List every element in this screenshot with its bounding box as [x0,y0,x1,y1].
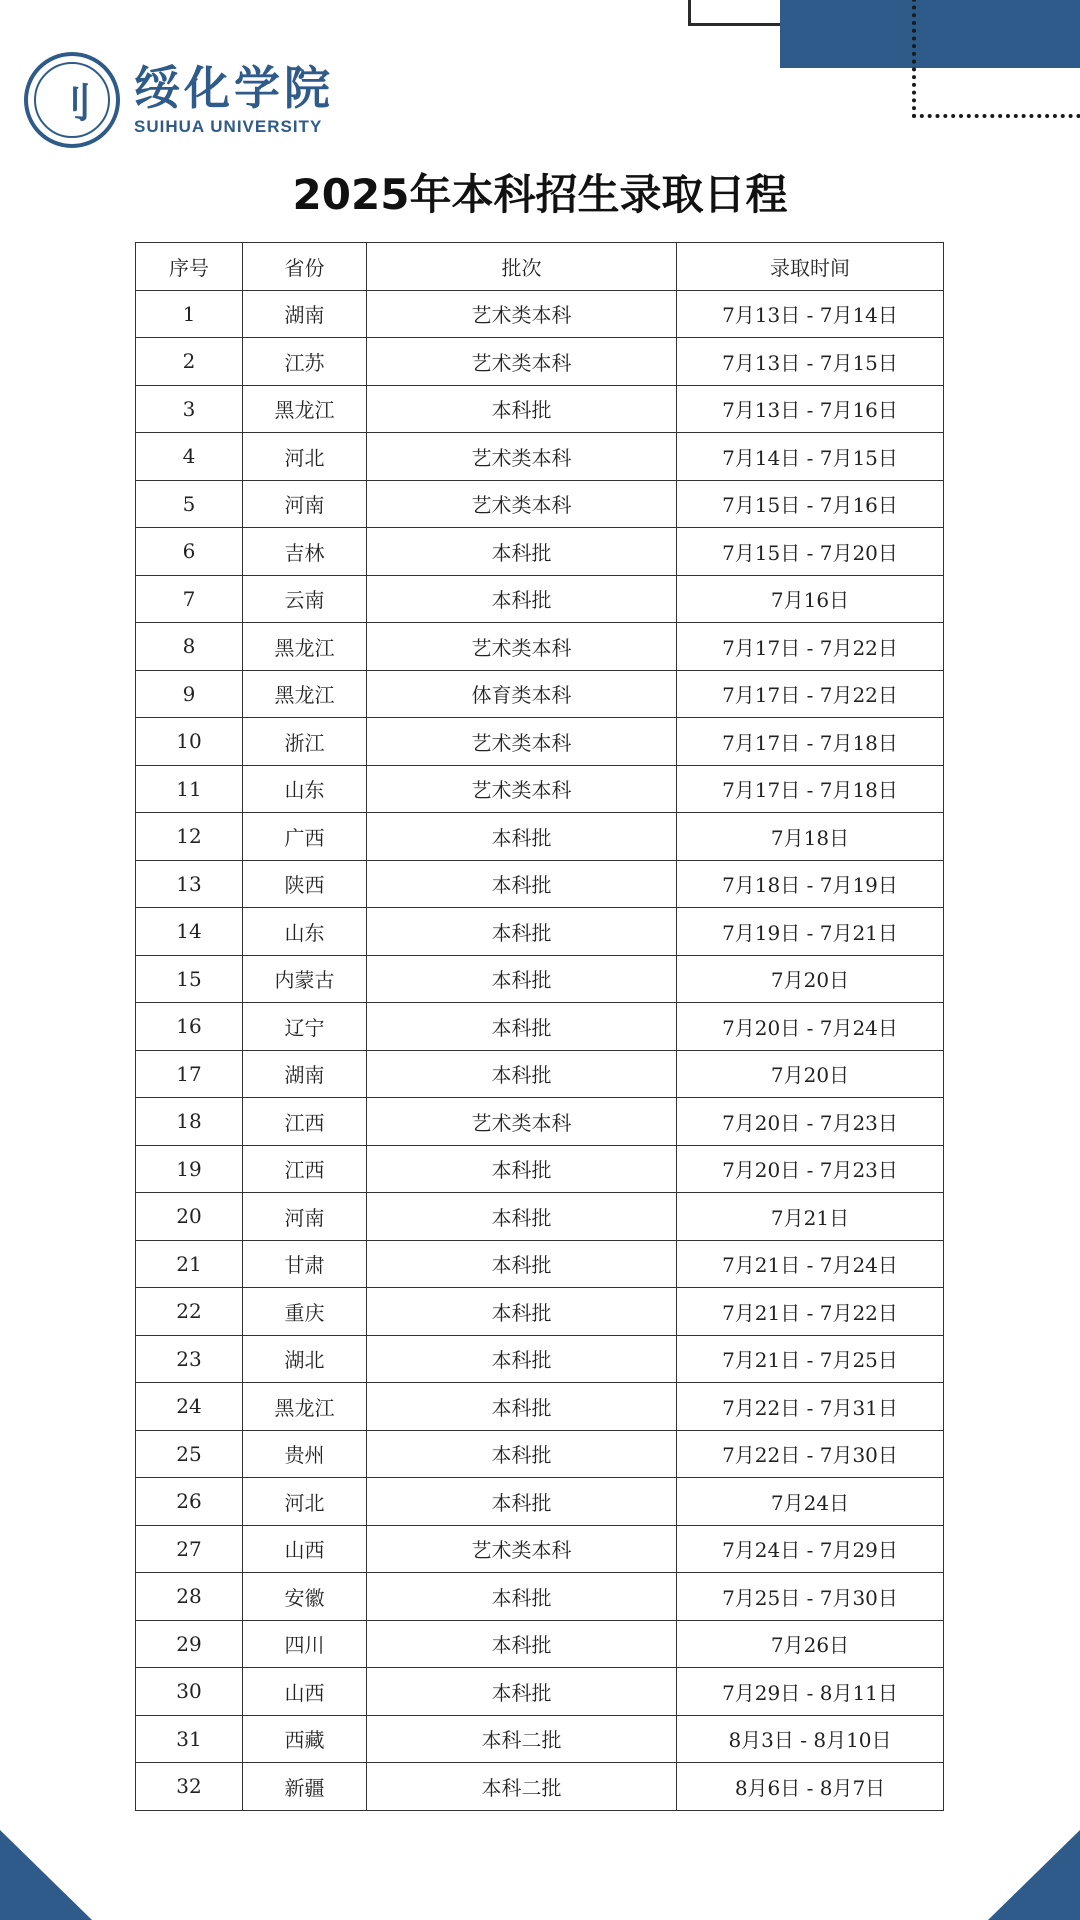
cell-admission-time: 7月17日 - 7月18日 [677,718,944,766]
table-row [136,575,944,623]
cell-index: 9 [136,670,243,718]
cell-province: 吉林 [243,528,367,576]
cell-province: 江西 [243,1145,367,1193]
cell-batch: 本科批 [367,1050,677,1098]
cell-batch: 艺术类本科 [367,1525,677,1573]
cell-admission-time: 7月16日 [677,575,944,623]
cell-batch: 本科批 [367,528,677,576]
cell-batch: 本科批 [367,860,677,908]
cell-batch: 本科批 [367,1288,677,1336]
cell-province: 湖南 [243,290,367,338]
table-row [136,1335,944,1383]
cell-admission-time: 7月20日 [677,1050,944,1098]
cell-admission-time: 7月20日 - 7月23日 [677,1098,944,1146]
cell-batch: 本科批 [367,1003,677,1051]
university-seal-icon [24,52,120,148]
table-row [136,1668,944,1716]
decorative-corner-bottom-right [988,1830,1080,1920]
cell-batch: 本科批 [367,1668,677,1716]
cell-admission-time: 7月21日 - 7月24日 [677,1240,944,1288]
table-row [136,480,944,528]
cell-index: 17 [136,1050,243,1098]
decorative-dotted-frame [912,0,1080,118]
cell-batch: 本科批 [367,1430,677,1478]
cell-admission-time: 7月13日 - 7月14日 [677,290,944,338]
cell-batch: 艺术类本科 [367,290,677,338]
cell-batch: 艺术类本科 [367,480,677,528]
cell-batch: 体育类本科 [367,670,677,718]
cell-index: 24 [136,1383,243,1431]
cell-index: 27 [136,1525,243,1573]
cell-batch: 艺术类本科 [367,718,677,766]
cell-province: 云南 [243,575,367,623]
table-row [136,813,944,861]
cell-index: 30 [136,1668,243,1716]
cell-index: 26 [136,1478,243,1526]
cell-batch: 本科二批 [367,1763,677,1811]
cell-batch: 本科批 [367,385,677,433]
university-name-cn: 绥化学院 [134,60,334,115]
table-row [136,1573,944,1621]
cell-index: 14 [136,908,243,956]
cell-index: 20 [136,1193,243,1241]
cell-index: 31 [136,1715,243,1763]
table-row [136,1193,944,1241]
header-admission-time: 录取时间 [677,243,944,291]
cell-index: 11 [136,765,243,813]
cell-index: 16 [136,1003,243,1051]
cell-index: 18 [136,1098,243,1146]
table-row [136,528,944,576]
table-row [136,290,944,338]
cell-admission-time: 7月24日 [677,1478,944,1526]
cell-province: 陕西 [243,860,367,908]
header-batch: 批次 [367,243,677,291]
cell-province: 山西 [243,1525,367,1573]
admission-schedule-table [135,242,944,1811]
table-row [136,1145,944,1193]
cell-admission-time: 7月20日 - 7月23日 [677,1145,944,1193]
cell-index: 1 [136,290,243,338]
cell-index: 5 [136,480,243,528]
cell-index: 10 [136,718,243,766]
cell-admission-time: 7月22日 - 7月31日 [677,1383,944,1431]
cell-batch: 本科批 [367,1478,677,1526]
cell-province: 内蒙古 [243,955,367,1003]
cell-admission-time: 7月25日 - 7月30日 [677,1573,944,1621]
table-row [136,433,944,481]
cell-province: 重庆 [243,1288,367,1336]
cell-province: 甘肃 [243,1240,367,1288]
table-row [136,670,944,718]
cell-batch: 本科批 [367,1620,677,1668]
cell-index: 4 [136,433,243,481]
table-row [136,908,944,956]
table-body [136,290,944,1810]
table-row [136,718,944,766]
cell-index: 15 [136,955,243,1003]
cell-admission-time: 8月6日 - 8月7日 [677,1763,944,1811]
cell-index: 28 [136,1573,243,1621]
cell-index: 6 [136,528,243,576]
cell-batch: 本科批 [367,1573,677,1621]
cell-admission-time: 7月20日 - 7月24日 [677,1003,944,1051]
page-title: 2025年本科招生录取日程 [292,170,788,219]
cell-index: 23 [136,1335,243,1383]
cell-batch: 本科批 [367,955,677,1003]
cell-admission-time: 7月17日 - 7月18日 [677,765,944,813]
table-row [136,765,944,813]
cell-province: 广西 [243,813,367,861]
cell-index: 12 [136,813,243,861]
table-row [136,955,944,1003]
cell-admission-time: 8月3日 - 8月10日 [677,1715,944,1763]
cell-province: 黑龙江 [243,385,367,433]
table-row [136,1003,944,1051]
cell-province: 山东 [243,908,367,956]
cell-province: 江苏 [243,338,367,386]
cell-index: 25 [136,1430,243,1478]
cell-batch: 本科批 [367,908,677,956]
cell-admission-time: 7月17日 - 7月22日 [677,623,944,671]
cell-batch: 艺术类本科 [367,765,677,813]
university-logo [24,52,334,148]
cell-province: 辽宁 [243,1003,367,1051]
seal-mark: 刂 [52,79,92,127]
table-row [136,1620,944,1668]
cell-province: 河南 [243,1193,367,1241]
table-row [136,1478,944,1526]
cell-province: 浙江 [243,718,367,766]
table-row [136,1383,944,1431]
cell-province: 安徽 [243,1573,367,1621]
table-row [136,1098,944,1146]
university-name-en: SUIHUA UNIVERSITY [134,117,323,137]
cell-province: 河北 [243,433,367,481]
cell-batch: 本科批 [367,1145,677,1193]
cell-province: 黑龙江 [243,670,367,718]
cell-province: 黑龙江 [243,623,367,671]
cell-batch: 本科批 [367,1383,677,1431]
cell-admission-time: 7月18日 - 7月19日 [677,860,944,908]
cell-admission-time: 7月29日 - 8月11日 [677,1668,944,1716]
table-row [136,1763,944,1811]
table-row [136,1715,944,1763]
cell-province: 湖南 [243,1050,367,1098]
cell-batch: 本科批 [367,1240,677,1288]
table-row [136,860,944,908]
cell-admission-time: 7月13日 - 7月16日 [677,385,944,433]
cell-batch: 本科批 [367,813,677,861]
cell-admission-time: 7月18日 [677,813,944,861]
table-row [136,1430,944,1478]
cell-province: 贵州 [243,1430,367,1478]
cell-admission-time: 7月21日 [677,1193,944,1241]
cell-index: 19 [136,1145,243,1193]
cell-batch: 艺术类本科 [367,338,677,386]
cell-admission-time: 7月22日 - 7月30日 [677,1430,944,1478]
cell-province: 湖北 [243,1335,367,1383]
header-index: 序号 [136,243,243,291]
cell-batch: 艺术类本科 [367,1098,677,1146]
cell-admission-time: 7月13日 - 7月15日 [677,338,944,386]
cell-index: 32 [136,1763,243,1811]
cell-province: 河南 [243,480,367,528]
table-header-row [136,243,944,291]
cell-index: 21 [136,1240,243,1288]
cell-index: 13 [136,860,243,908]
cell-admission-time: 7月26日 [677,1620,944,1668]
cell-admission-time: 7月24日 - 7月29日 [677,1525,944,1573]
cell-admission-time: 7月19日 - 7月21日 [677,908,944,956]
cell-admission-time: 7月21日 - 7月25日 [677,1335,944,1383]
cell-admission-time: 7月20日 [677,955,944,1003]
cell-province: 江西 [243,1098,367,1146]
cell-province: 山西 [243,1668,367,1716]
cell-index: 2 [136,338,243,386]
cell-province: 新疆 [243,1763,367,1811]
cell-index: 22 [136,1288,243,1336]
table-row [136,385,944,433]
cell-index: 3 [136,385,243,433]
table-row [136,1288,944,1336]
cell-admission-time: 7月15日 - 7月20日 [677,528,944,576]
cell-admission-time: 7月14日 - 7月15日 [677,433,944,481]
cell-batch: 艺术类本科 [367,623,677,671]
logo-text [134,60,334,138]
cell-index: 8 [136,623,243,671]
cell-admission-time: 7月17日 - 7月22日 [677,670,944,718]
cell-batch: 艺术类本科 [367,433,677,481]
cell-province: 山东 [243,765,367,813]
cell-batch: 本科批 [367,1193,677,1241]
table-row [136,338,944,386]
cell-batch: 本科二批 [367,1715,677,1763]
table-row [136,1525,944,1573]
cell-batch: 本科批 [367,1335,677,1383]
cell-province: 四川 [243,1620,367,1668]
cell-index: 29 [136,1620,243,1668]
table-row [136,1240,944,1288]
cell-admission-time: 7月15日 - 7月16日 [677,480,944,528]
header-province: 省份 [243,243,367,291]
table-row [136,623,944,671]
table-row [136,1050,944,1098]
cell-province: 西藏 [243,1715,367,1763]
cell-province: 黑龙江 [243,1383,367,1431]
cell-province: 河北 [243,1478,367,1526]
cell-admission-time: 7月21日 - 7月22日 [677,1288,944,1336]
cell-index: 7 [136,575,243,623]
cell-batch: 本科批 [367,575,677,623]
decorative-corner-bottom-left [0,1830,92,1920]
